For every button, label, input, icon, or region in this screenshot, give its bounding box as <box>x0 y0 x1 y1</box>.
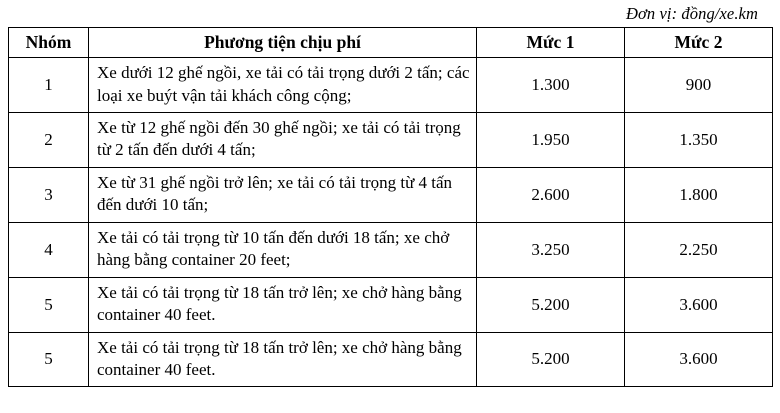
cell-group: 3 <box>9 167 89 222</box>
cell-level-1: 5.200 <box>477 277 625 332</box>
cell-vehicle: Xe từ 31 ghế ngồi trở lên; xe tải có tải trọng từ 4 tấn đến dưới 10 tấn; <box>89 167 477 222</box>
cell-vehicle: Xe dưới 12 ghế ngồi, xe tải có tải trọng dưới 2 tấn; các loại xe buýt vận tải khách công cộng; <box>89 58 477 113</box>
table-header-row <box>9 28 773 58</box>
cell-vehicle: Xe từ 12 ghế ngồi đến 30 ghế ngồi; xe tải có tải trọng từ 2 tấn đến dưới 4 tấn; <box>89 113 477 168</box>
unit-note: Đơn vị: đồng/xe.km <box>625 4 758 23</box>
cell-level-1: 1.950 <box>477 113 625 168</box>
cell-level-1: 1.300 <box>477 58 625 113</box>
cell-vehicle: Xe tải có tải trọng từ 10 tấn đến dưới 18 tấn; xe chở hàng bằng container 20 feet; <box>89 222 477 277</box>
cell-level-2: 1.350 <box>625 113 773 168</box>
cell-group: 5 <box>9 332 89 387</box>
cell-group: 4 <box>9 222 89 277</box>
table-row <box>9 277 773 332</box>
cell-level-2: 3.600 <box>625 332 773 387</box>
cell-vehicle: Xe tải có tải trọng từ 18 tấn trở lên; xe chở hàng bằng container 40 feet. <box>89 332 477 387</box>
table-row <box>9 113 773 168</box>
column-header-vehicle: Phương tiện chịu phí <box>89 28 477 58</box>
cell-level-1: 5.200 <box>477 332 625 387</box>
column-header-level-1: Mức 1 <box>477 28 625 58</box>
cell-level-2: 1.800 <box>625 167 773 222</box>
table-row <box>9 222 773 277</box>
cell-level-1: 2.600 <box>477 167 625 222</box>
fee-table <box>8 27 773 387</box>
cell-vehicle: Xe tải có tải trọng từ 18 tấn trở lên; xe chở hàng bằng container 40 feet. <box>89 277 477 332</box>
cell-level-1: 3.250 <box>477 222 625 277</box>
table-row <box>9 332 773 387</box>
table-row <box>9 167 773 222</box>
column-header-level-2: Mức 2 <box>625 28 773 58</box>
cell-level-2: 3.600 <box>625 277 773 332</box>
cell-level-2: 2.250 <box>625 222 773 277</box>
cell-level-2: 900 <box>625 58 773 113</box>
column-header-group: Nhóm <box>9 28 89 58</box>
table-row <box>9 58 773 113</box>
cell-group: 2 <box>9 113 89 168</box>
cell-group: 5 <box>9 277 89 332</box>
cell-group: 1 <box>9 58 89 113</box>
